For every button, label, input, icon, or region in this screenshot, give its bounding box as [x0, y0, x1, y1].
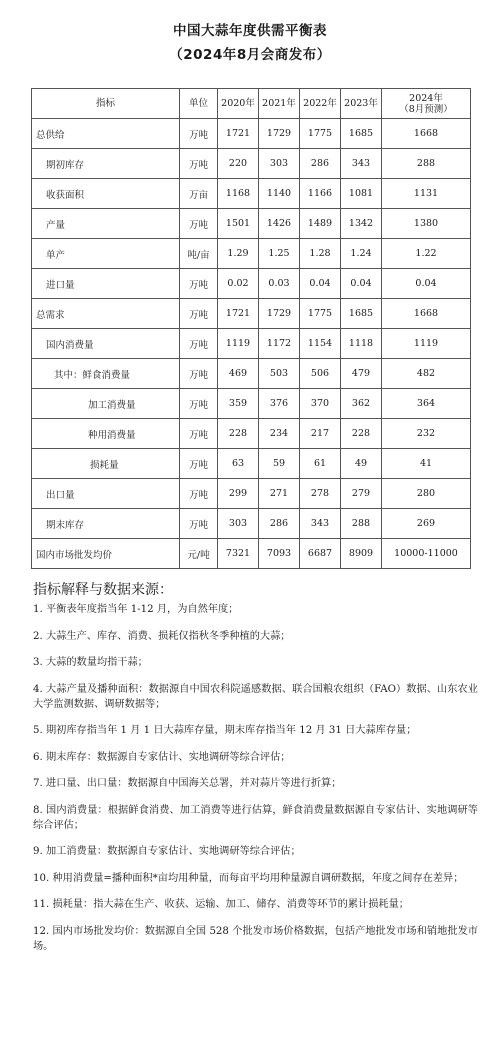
- row-value: 1721: [218, 119, 259, 149]
- table-row: [32, 209, 471, 239]
- note-item: 9. 加工消费量：数据源自专家估计、实地调研等综合评估；: [33, 846, 301, 857]
- table-row: [32, 239, 471, 269]
- row-value: 217: [300, 419, 341, 449]
- row-label: 其中：鲜食消费量: [32, 359, 180, 389]
- row-value: 10000-11000: [382, 539, 471, 569]
- notes-list: [33, 602, 478, 965]
- row-value: 1729: [259, 299, 300, 329]
- row-value: 303: [259, 149, 300, 179]
- header-2020: 2020年: [218, 89, 259, 119]
- row-value: 1131: [382, 179, 471, 209]
- table-row: [32, 539, 471, 569]
- row-unit: 元/吨: [180, 539, 218, 569]
- note-item: 4. 大蒜产量及播种面积：数据源自中国农科院遥感数据、联合国粮农组织（FAO）数据、山东农业大学监测数据、调研数据等；: [33, 683, 478, 710]
- row-value: 1380: [382, 209, 471, 239]
- table-row: [32, 359, 471, 389]
- note-item: 7. 进口量、出口量：数据源自中国海关总署，并对蒜片等进行折算；: [33, 778, 342, 789]
- row-value: 7093: [259, 539, 300, 569]
- row-label: 收获面积: [32, 179, 180, 209]
- row-value: 1775: [300, 299, 341, 329]
- row-value: 288: [341, 509, 382, 539]
- row-value: 232: [382, 419, 471, 449]
- table-row: [32, 329, 471, 359]
- row-value: 1.28: [300, 239, 341, 269]
- note-item: 6. 期末库存：数据源自专家估计、实地调研等综合评估；: [33, 751, 291, 763]
- note-item: 11. 损耗量：指大蒜在生产、收获、运输、加工、储存、消费等环节的累计损耗量；: [33, 899, 409, 910]
- row-value: 362: [341, 389, 382, 419]
- row-value: 343: [300, 509, 341, 539]
- row-unit: 万吨: [180, 329, 218, 359]
- table-row: [32, 449, 471, 479]
- row-label: 种用消费量: [32, 419, 180, 449]
- row-value: 59: [259, 449, 300, 479]
- note-item: 8. 国内消费量：根据鲜食消费、加工消费等进行估算，鲜食消费量数据源自专家估计、实地调研等综合评估；: [33, 804, 478, 831]
- header-2023: 2023年: [341, 89, 382, 119]
- row-value: 279: [341, 479, 382, 509]
- row-value: 1721: [218, 299, 259, 329]
- row-value: 1118: [341, 329, 382, 359]
- row-value: 286: [259, 509, 300, 539]
- row-unit: 万吨: [180, 149, 218, 179]
- page-title: 中国大蒜年度供需平衡表: [173, 23, 327, 39]
- note-item: 12. 国内市场批发均价：数据源自全国 528 个批发市场价格数据，包括产地批发市场和销地批发市场。: [33, 925, 478, 952]
- row-label: 出口量: [32, 479, 180, 509]
- row-value: 482: [382, 359, 471, 389]
- row-value: 479: [341, 359, 382, 389]
- table-row: [32, 179, 471, 209]
- header-2021: 2021年: [259, 89, 300, 119]
- row-unit: 万亩: [180, 179, 218, 209]
- row-unit: 万吨: [180, 479, 218, 509]
- row-value: 1154: [300, 329, 341, 359]
- note-item: 3. 大蒜的数量均指干蒜；: [33, 657, 148, 668]
- row-value: 41: [382, 449, 471, 479]
- row-value: 1685: [341, 299, 382, 329]
- row-value: 288: [382, 149, 471, 179]
- row-label: 期末库存: [32, 509, 180, 539]
- note-item: 5. 期初库存指当年 1 月 1 日大蒜库存量，期末库存指当年 12 月 31 日大蒜库存量；: [33, 725, 417, 736]
- row-value: 364: [382, 389, 471, 419]
- row-value: 1119: [218, 329, 259, 359]
- table-row: [32, 479, 471, 509]
- row-value: 376: [259, 389, 300, 419]
- row-unit: 万吨: [180, 449, 218, 479]
- row-value: 1729: [259, 119, 300, 149]
- row-unit: 万吨: [180, 419, 218, 449]
- row-value: 0.04: [300, 269, 341, 299]
- row-value: 359: [218, 389, 259, 419]
- row-value: 343: [341, 149, 382, 179]
- row-value: 370: [300, 389, 341, 419]
- row-value: 7321: [218, 539, 259, 569]
- header-unit: 单位: [180, 89, 218, 119]
- row-value: 0.04: [382, 269, 471, 299]
- row-unit: 万吨: [180, 299, 218, 329]
- row-value: 1168: [218, 179, 259, 209]
- row-unit: 万吨: [180, 269, 218, 299]
- row-label: 国内市场批发均价: [32, 539, 180, 569]
- row-value: 503: [259, 359, 300, 389]
- row-value: 506: [300, 359, 341, 389]
- row-unit: 万吨: [180, 209, 218, 239]
- row-value: 1342: [341, 209, 382, 239]
- row-value: 1.22: [382, 239, 471, 269]
- row-label: 加工消费量: [32, 389, 180, 419]
- note-item: 10. 种用消费量=播种面积*亩均用种量，而每亩平均用种量源自调研数据，年度之间存在差异；: [33, 872, 464, 884]
- table-row: [32, 509, 471, 539]
- row-label: 进口量: [32, 269, 180, 299]
- row-label: 总需求: [32, 299, 180, 329]
- row-value: 1668: [382, 299, 471, 329]
- row-value: 286: [300, 149, 341, 179]
- row-value: 1775: [300, 119, 341, 149]
- row-label: 损耗量: [32, 449, 180, 479]
- row-value: 1119: [382, 329, 471, 359]
- header-indicator: 指标: [32, 89, 180, 119]
- row-label: 国内消费量: [32, 329, 180, 359]
- row-value: 1685: [341, 119, 382, 149]
- row-value: 299: [218, 479, 259, 509]
- table-row: [32, 419, 471, 449]
- header-2024-year: 2024年: [409, 92, 443, 104]
- row-value: 63: [218, 449, 259, 479]
- note-item: 1. 平衡表年度指当年 1-12 月，为自然年度；: [33, 604, 239, 615]
- row-value: 1166: [300, 179, 341, 209]
- row-value: 1081: [341, 179, 382, 209]
- row-value: 269: [382, 509, 471, 539]
- notes-title: 指标解释与数据来源：: [33, 582, 173, 598]
- header-2024-note: （8月预测）: [399, 103, 453, 115]
- header-2022: 2022年: [300, 89, 341, 119]
- header-2024-forecast: [382, 89, 471, 119]
- row-value: 303: [218, 509, 259, 539]
- table-row: [32, 299, 471, 329]
- row-label: 单产: [32, 239, 180, 269]
- row-value: 271: [259, 479, 300, 509]
- row-unit: 万吨: [180, 389, 218, 419]
- table-row: [32, 119, 471, 149]
- row-value: 1.25: [259, 239, 300, 269]
- row-value: 49: [341, 449, 382, 479]
- row-value: 1.24: [341, 239, 382, 269]
- row-unit: 万吨: [180, 119, 218, 149]
- page-subtitle: （2024年8月会商发布）: [169, 47, 331, 63]
- row-value: 1426: [259, 209, 300, 239]
- row-value: 1140: [259, 179, 300, 209]
- row-value: 61: [300, 449, 341, 479]
- note-item: 2. 大蒜生产、库存、消费、损耗仅指秋冬季种植的大蒜；: [33, 630, 291, 642]
- balance-table: [31, 88, 471, 569]
- row-value: 0.04: [341, 269, 382, 299]
- row-value: 1501: [218, 209, 259, 239]
- row-value: 6687: [300, 539, 341, 569]
- row-value: 278: [300, 479, 341, 509]
- row-value: 220: [218, 149, 259, 179]
- row-value: 469: [218, 359, 259, 389]
- row-value: 1668: [382, 119, 471, 149]
- row-value: 8909: [341, 539, 382, 569]
- row-value: 1172: [259, 329, 300, 359]
- table-row: [32, 389, 471, 419]
- row-label: 总供给: [32, 119, 180, 149]
- row-label: 期初库存: [32, 149, 180, 179]
- table-header-row: [32, 89, 471, 119]
- row-value: 0.03: [259, 269, 300, 299]
- row-unit: 万吨: [180, 509, 218, 539]
- row-value: 228: [218, 419, 259, 449]
- row-value: 228: [341, 419, 382, 449]
- table-row: [32, 269, 471, 299]
- row-unit: 吨/亩: [180, 239, 218, 269]
- row-value: 1489: [300, 209, 341, 239]
- row-value: 1.29: [218, 239, 259, 269]
- table-row: [32, 149, 471, 179]
- row-value: 0.02: [218, 269, 259, 299]
- row-value: 280: [382, 479, 471, 509]
- row-unit: 万吨: [180, 359, 218, 389]
- row-label: 产量: [32, 209, 180, 239]
- row-value: 234: [259, 419, 300, 449]
